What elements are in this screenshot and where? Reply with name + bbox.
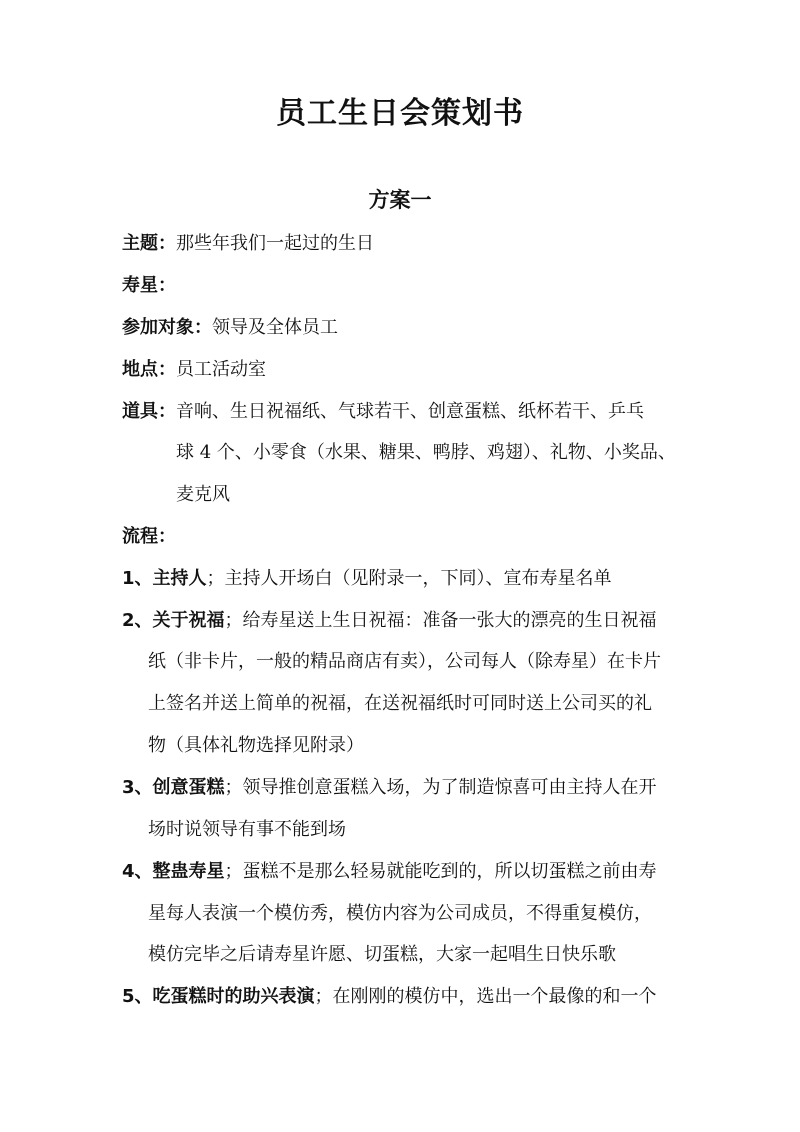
plan-subtitle: 方案一 xyxy=(368,188,432,212)
step-number: 4、 xyxy=(122,861,153,882)
step-item xyxy=(122,607,682,635)
field-participants xyxy=(122,314,682,342)
step-continuation: 纸（非卡片，一般的精品商店有卖），公司每人（除寿星）在卡片 xyxy=(148,651,661,672)
step-label: 主持人 xyxy=(152,568,207,589)
field-label: 道具： xyxy=(122,401,176,422)
step-continuation: 物（具体礼物选择见附录） xyxy=(148,735,364,756)
props-continuation: 球 4 个、小零食（水果、糖果、鸭脖、鸡翅）、礼物、小奖品、 xyxy=(176,442,676,463)
field-value: 领导及全体员工 xyxy=(212,317,338,338)
step-item xyxy=(122,858,682,886)
flow-label: 流程： xyxy=(122,526,176,547)
step-separator: ； xyxy=(314,986,333,1007)
step-label: 关于祝福 xyxy=(152,610,225,631)
step-item xyxy=(122,774,682,802)
step-item xyxy=(122,983,682,1011)
step-continuation: 模仿完毕之后请寿星许愿、切蛋糕，大家一起唱生日快乐歌 xyxy=(148,944,616,965)
field-label: 寿星： xyxy=(122,275,176,296)
field-value: 音响、生日祝福纸、气球若干、创意蛋糕、纸杯若干、乒乓 xyxy=(176,401,644,422)
step-label: 吃蛋糕时的助兴表演 xyxy=(152,986,315,1007)
props-continuation: 麦克风 xyxy=(176,484,230,505)
field-value: 员工活动室 xyxy=(176,359,266,380)
field-label: 地点： xyxy=(122,359,176,380)
step-text: 蛋糕不是那么轻易就能吃到的，所以切蛋糕之前由寿 xyxy=(242,861,657,882)
field-location xyxy=(122,356,682,384)
flow-heading xyxy=(122,523,682,551)
step-text: 主持人开场白（见附录一，下同）、宣布寿星名单 xyxy=(224,568,612,589)
step-number: 1、 xyxy=(122,568,153,589)
field-value: 那些年我们一起过的生日 xyxy=(176,233,374,254)
step-separator: ； xyxy=(206,568,225,589)
step-text: 给寿星送上生日祝福：准备一张大的漂亮的生日祝福 xyxy=(242,610,657,631)
field-props xyxy=(122,398,682,426)
step-text: 在刚刚的模仿中，选出一个最像的和一个 xyxy=(332,986,657,1007)
step-continuation: 星每人表演一个模仿秀，模仿内容为公司成员，不得重复模仿， xyxy=(148,903,652,924)
step-separator: ； xyxy=(224,777,243,798)
step-continuation: 场时说领导有事不能到场 xyxy=(148,819,346,840)
step-item xyxy=(122,565,682,593)
step-label: 创意蛋糕 xyxy=(152,777,225,798)
step-number: 3、 xyxy=(122,777,153,798)
step-separator: ； xyxy=(224,610,243,631)
field-label: 参加对象： xyxy=(122,317,212,338)
field-label: 主题： xyxy=(122,233,176,254)
step-text: 领导推创意蛋糕入场，为了制造惊喜可由主持人在开 xyxy=(242,777,657,798)
step-continuation: 上签名并送上简单的祝福，在送祝福纸时可同时送上公司买的礼 xyxy=(148,693,652,714)
document-title: 员工生日会策划书 xyxy=(276,96,524,131)
step-separator: ； xyxy=(224,861,243,882)
step-label: 整蛊寿星 xyxy=(152,861,225,882)
field-theme xyxy=(122,230,682,258)
step-number: 5、 xyxy=(122,986,153,1007)
step-number: 2、 xyxy=(122,610,153,631)
field-birthday-star xyxy=(122,272,682,300)
